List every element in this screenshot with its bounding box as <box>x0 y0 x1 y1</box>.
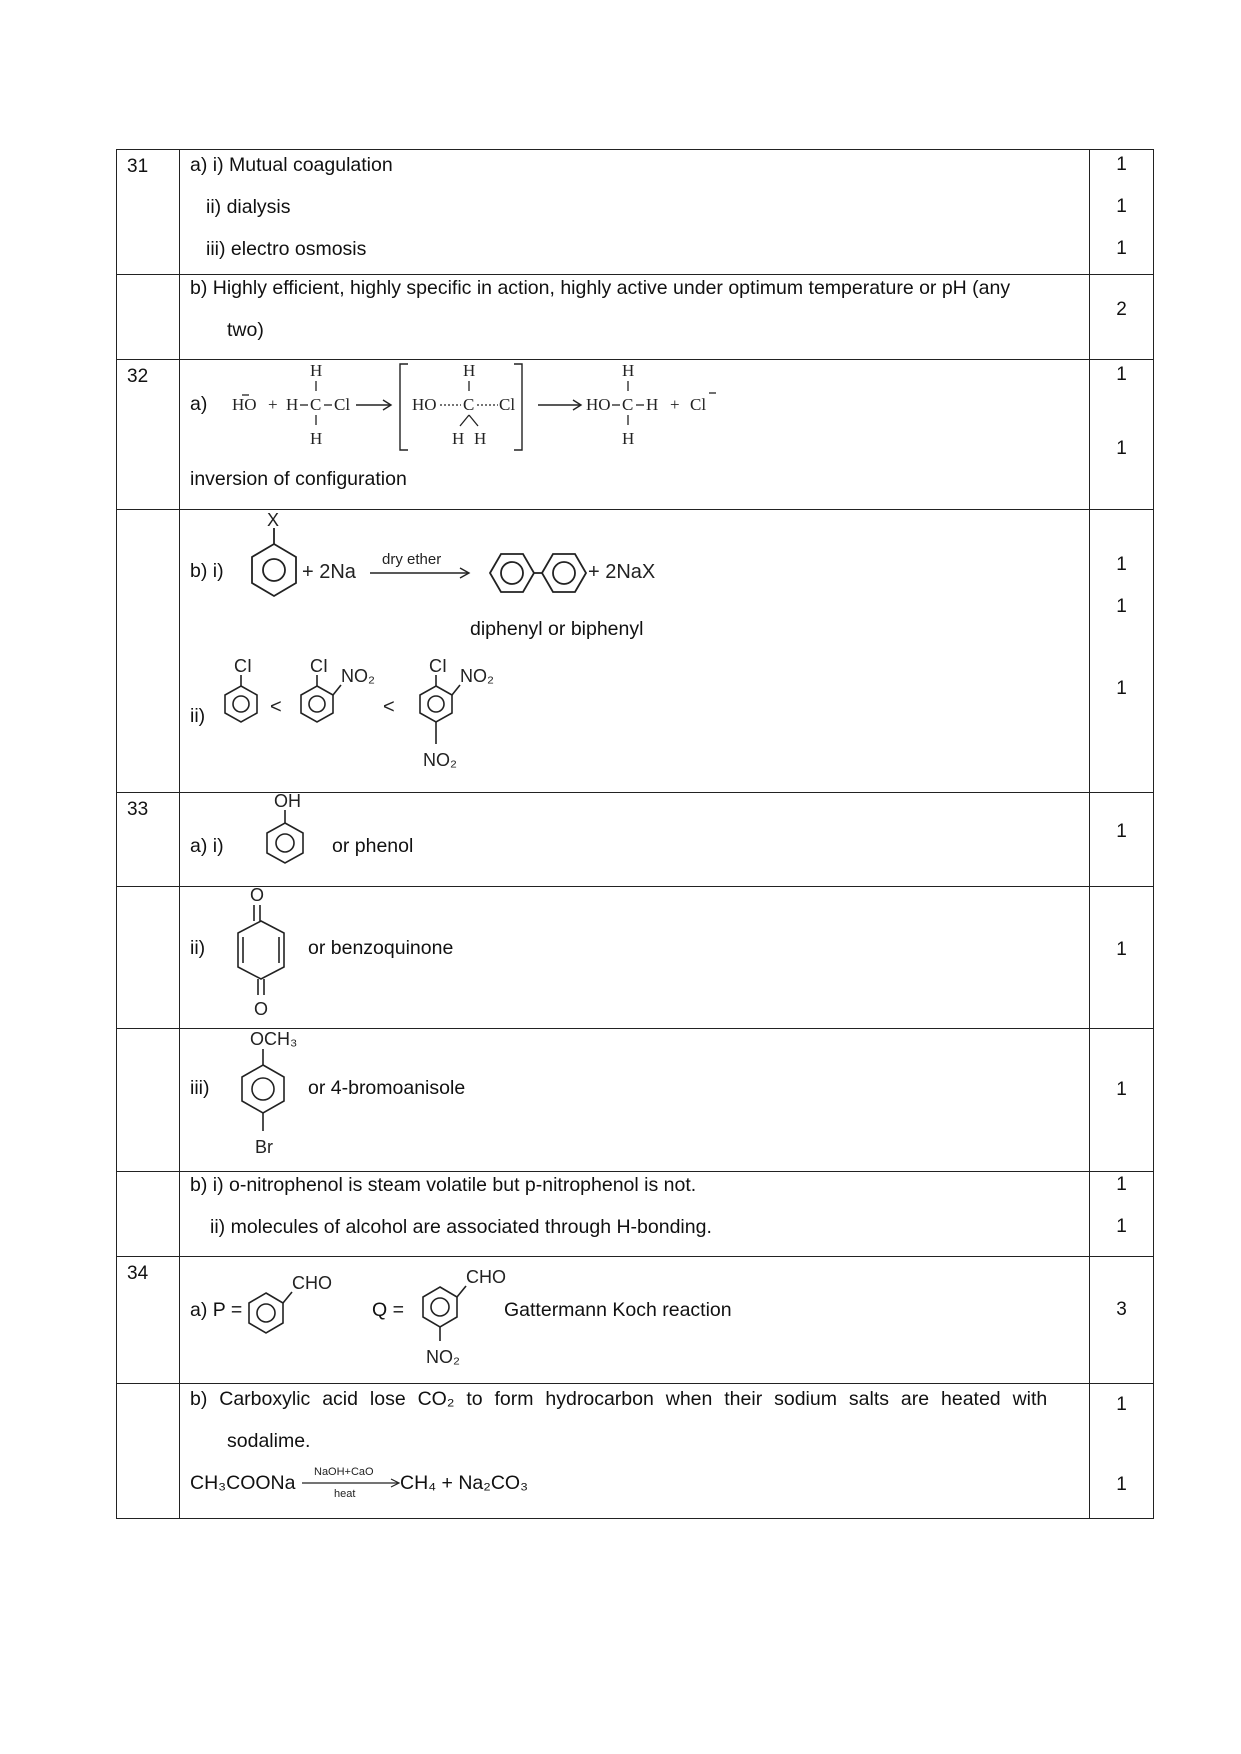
mark: 1 <box>1116 1079 1127 1100</box>
svg-text:H: H <box>310 362 323 380</box>
answer-text: or phenol <box>332 835 414 857</box>
svg-text:H: H <box>310 429 323 448</box>
hydroxide-label: HO <box>232 395 257 414</box>
table-row <box>117 275 1154 360</box>
mark: 1 <box>1116 1394 1127 1415</box>
halogen-label: X <box>267 510 280 530</box>
benzoquinone-structure <box>236 887 316 1025</box>
svg-text:C: C <box>310 395 322 414</box>
answer-text: two) <box>227 319 264 341</box>
answer-text: ii) dialysis <box>206 196 291 218</box>
svg-text:+ 2NaX: + 2NaX <box>588 561 656 583</box>
answer-label: iii) <box>190 1077 210 1099</box>
table-row <box>117 510 1154 793</box>
sn2-mechanism-diagram <box>220 362 780 458</box>
question-number: 32 <box>117 360 180 510</box>
question-number: 34 <box>117 1257 180 1384</box>
answer-text: a) i) Mutual coagulation <box>190 154 393 176</box>
reaction-condition: dry ether <box>382 551 442 568</box>
mark: 1 <box>1116 939 1127 960</box>
table-row <box>117 1257 1154 1384</box>
marks-cell <box>1090 1172 1154 1257</box>
mark: 1 <box>1116 1474 1127 1495</box>
answer-cell <box>180 1384 1090 1519</box>
wurtz-fittig-reaction-diagram <box>250 510 710 605</box>
answer-text: b) Carboxylic acid lose CO₂ to form hydrocarbon when their sodium salts are heated with <box>190 1388 1048 1410</box>
svg-text:C: C <box>622 395 634 414</box>
answer-label: a) i) <box>190 835 224 857</box>
svg-text:OCH₃: OCH₃ <box>250 1029 298 1049</box>
svg-text:heat: heat <box>334 1488 356 1500</box>
equation-product: CH₄ + Na₂CO₃ <box>400 1472 529 1494</box>
mark: 1 <box>1116 1174 1127 1195</box>
svg-text:H: H <box>622 429 635 448</box>
answer-label: ii) <box>190 937 206 959</box>
benzaldehyde-structure <box>242 1267 342 1337</box>
mark: 1 <box>1116 154 1127 175</box>
table-row <box>117 1029 1154 1172</box>
reaction-name: Gattermann Koch reaction <box>504 1299 732 1321</box>
marks-cell <box>1090 887 1154 1029</box>
answer-label: a) P = <box>190 1299 243 1321</box>
answer-text: or benzoquinone <box>308 937 454 959</box>
svg-text:+: + <box>670 395 680 414</box>
marks-cell <box>1090 1257 1154 1384</box>
mark: 1 <box>1116 554 1127 575</box>
svg-text:Br: Br <box>255 1137 273 1157</box>
svg-text:H: H <box>622 362 635 380</box>
mark: 1 <box>1116 1216 1127 1237</box>
mark: 1 <box>1116 238 1127 259</box>
table-row <box>117 887 1154 1029</box>
answer-text: b) i) o-nitrophenol is steam volatile but p-nitrophenol is not. <box>190 1174 697 1196</box>
answer-cell <box>180 360 1090 510</box>
svg-text:Cl: Cl <box>499 395 516 414</box>
svg-text:CHO: CHO <box>292 1273 332 1293</box>
table-row <box>117 150 1154 275</box>
answer-text: b) Highly efficient, highly specific in action, highly active under optimum temperature or pH (any <box>190 277 1011 299</box>
reaction-arrow <box>300 1464 410 1504</box>
svg-text:OH: OH <box>274 793 301 811</box>
svg-text:CI: CI <box>429 656 447 676</box>
svg-text:NO₂: NO₂ <box>426 1347 460 1367</box>
svg-text:NaOH+CaO: NaOH+CaO <box>314 1466 374 1478</box>
question-number: 31 <box>117 150 180 275</box>
marks-cell <box>1090 1384 1154 1519</box>
answer-cell <box>180 887 1090 1029</box>
answer-text: sodalime. <box>227 1430 311 1452</box>
svg-text:O: O <box>250 887 265 905</box>
svg-text:<: < <box>270 696 282 718</box>
marks-cell <box>1090 1029 1154 1172</box>
answer-cell <box>180 510 1090 793</box>
marks-cell <box>1090 275 1154 360</box>
answer-cell <box>180 1029 1090 1172</box>
svg-text:+: + <box>268 395 278 414</box>
svg-text:H: H <box>474 429 487 448</box>
svg-text:H: H <box>286 395 299 414</box>
mark: 1 <box>1116 438 1127 459</box>
answer-label: a) <box>190 393 208 415</box>
question-number: 33 <box>117 793 180 887</box>
reactivity-order-diagram <box>220 652 520 788</box>
phenol-structure <box>258 793 328 883</box>
marking-scheme <box>116 149 1154 1519</box>
svg-text:H: H <box>463 362 476 380</box>
svg-text:H: H <box>452 429 465 448</box>
answer-label: ii) <box>190 705 206 727</box>
answer-cell <box>180 793 1090 887</box>
svg-text:CHO: CHO <box>466 1267 506 1287</box>
answer-cell <box>180 1257 1090 1384</box>
svg-text:O: O <box>254 999 269 1019</box>
answer-cell <box>180 275 1090 360</box>
marks-cell <box>1090 150 1154 275</box>
marks-cell <box>1090 793 1154 887</box>
mark: 1 <box>1116 196 1127 217</box>
table-row <box>117 793 1154 887</box>
svg-text:+ 2Na: + 2Na <box>302 561 356 583</box>
svg-text:HO: HO <box>586 395 611 414</box>
svg-text:Cl: Cl <box>690 395 707 414</box>
marks-cell <box>1090 360 1154 510</box>
mark: 1 <box>1116 678 1127 699</box>
svg-text:<: < <box>383 696 395 718</box>
mark: 2 <box>1116 299 1127 320</box>
answer-cell <box>180 150 1090 275</box>
answer-cell <box>180 1172 1090 1257</box>
svg-text:NO₂: NO₂ <box>341 666 375 686</box>
answer-table <box>116 149 1154 1519</box>
answer-text: inversion of configuration <box>190 468 407 490</box>
svg-text:CI: CI <box>310 656 328 676</box>
mark: 3 <box>1116 1299 1127 1320</box>
answer-label: b) i) <box>190 560 224 582</box>
product-name: diphenyl or biphenyl <box>470 618 644 640</box>
table-row <box>117 1384 1154 1519</box>
answer-label: Q = <box>372 1299 404 1321</box>
mark: 1 <box>1116 364 1127 385</box>
svg-text:NO₂: NO₂ <box>423 750 457 770</box>
table-row <box>117 1172 1154 1257</box>
svg-text:CI: CI <box>234 656 252 676</box>
svg-text:C: C <box>463 395 475 414</box>
answer-text: or 4-bromoanisole <box>308 1077 466 1099</box>
answer-text: iii) electro osmosis <box>206 238 367 260</box>
equation-reactant: CH₃COONa <box>190 1472 296 1494</box>
svg-text:HO: HO <box>412 395 437 414</box>
marks-cell <box>1090 510 1154 793</box>
mark: 1 <box>1116 821 1127 842</box>
table-row <box>117 360 1154 510</box>
answer-text: ii) molecules of alcohol are associated through H-bonding. <box>210 1216 712 1238</box>
svg-text:NO₂: NO₂ <box>460 666 494 686</box>
svg-text:Cl: Cl <box>334 395 351 414</box>
svg-text:H: H <box>646 395 659 414</box>
mark: 1 <box>1116 596 1127 617</box>
